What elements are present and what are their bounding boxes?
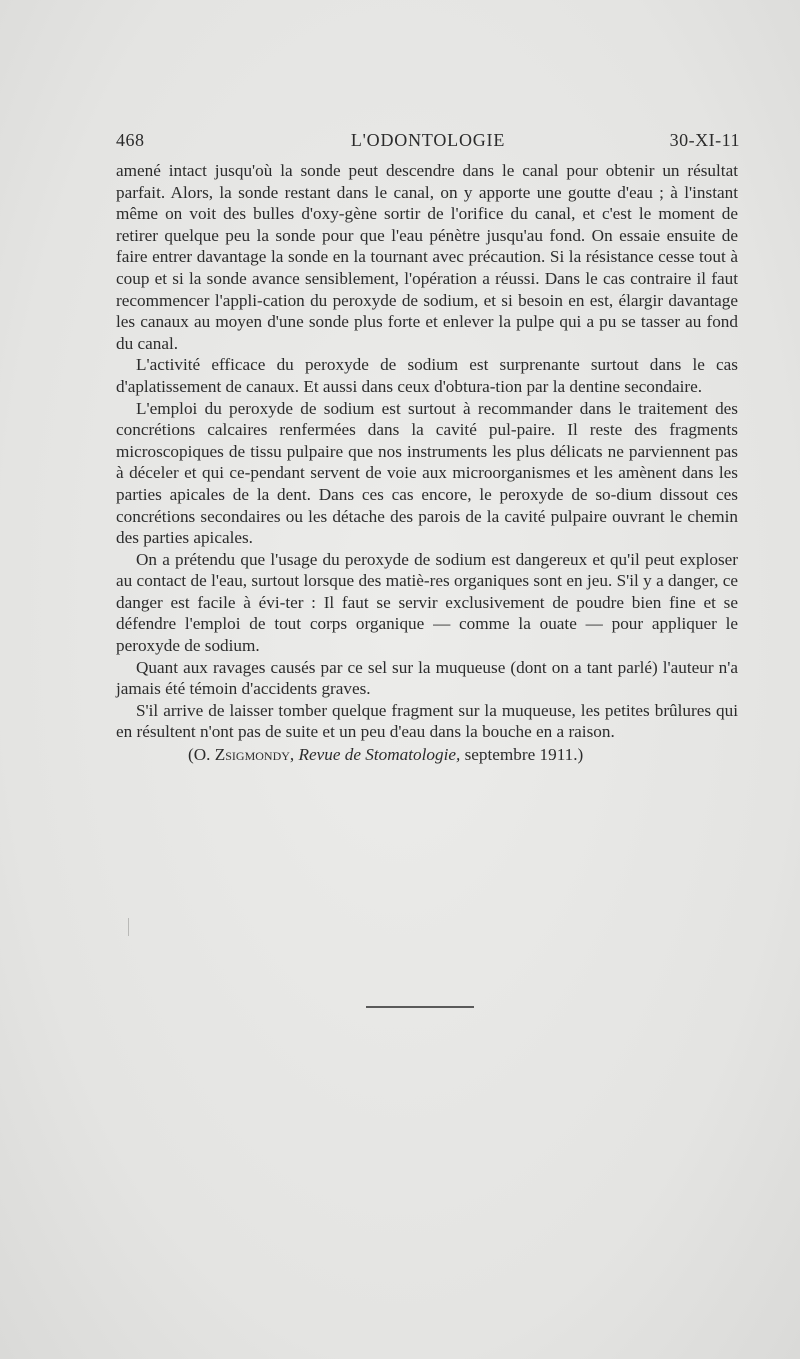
section-end-rule: [366, 1006, 474, 1008]
citation-journal: Revue de Stomatologie,: [298, 745, 461, 765]
citation-separator: ,: [289, 745, 299, 765]
paragraph: L'activité efficace du peroxyde de sodium est surprenante surtout dans le cas d'aplatissement de canaux. Et aussi dans ceux d'obtura-tion par la dentine secondaire.: [116, 355, 738, 396]
citation-date: septembre 1911.): [460, 745, 584, 765]
paragraph: Quant aux ravages causés par ce sel sur la muqueuse (dont on a tant parlé) l'auteur n'a jamais été témoin d'accidents graves.: [116, 657, 738, 699]
citation-author: Zsigmondy: [214, 745, 290, 765]
journal-title: L'ODONTOLOGIE: [350, 130, 506, 150]
article-body: [116, 160, 738, 766]
issue-date: 30-XI-11: [669, 130, 740, 150]
running-header: [116, 130, 740, 154]
source-citation: [116, 744, 738, 766]
paragraph-continuation: amené intact jusqu'où la sonde peut descendre dans le canal pour obtenir un résultat parfait. Alors, la sonde restant dans le canal, on y apporte une goutte d'eau ; à l'instant même on voit des bulles d'oxy-gène sortir de l'orifice du canal, et c'est le moment de retirer quelque peu la sonde pour que l'eau pénètre jusqu'au fond. On essaie ensuite de faire entrer davantage la sonde en la tournant avec précaution. Si la résistance cesse tout à coup et si la sonde avance sensiblement, l'opération a réussi. Dans le cas contraire il faut recommencer l'appli-cation du peroxyde de sodium, et si besoin en est, élargir davantage les canaux au moyen d'une sonde plus forte et enlever la pulpe qui a pu se tasser au fond du canal.: [116, 161, 738, 353]
page-number: 468: [116, 130, 145, 150]
paragraph: S'il arrive de laisser tomber quelque fragment sur la muqueuse, les petites brûlures qui en résultent n'ont pas de suite et un peu d'eau dans la bouche en a raison.: [116, 700, 738, 742]
paragraph: L'emploi du peroxyde de sodium est surtout à recommander dans le traitement des concrétions calcaires renfermées dans la cavité pul-paire. Il reste des fragments microscopiques de tissu pulpaire que nos instruments les plus délicats ne parviennent pas à déceler et qui ce-pendant servent de voie aux microorganismes et les amènent dans les parties apicales de la dent. Dans ces cas encore, le peroxyde de so-dium dissout ces concrétions secondaires ou les détache des parois de la cavité pulpaire ouvrant le chemin des parties apicales.: [116, 398, 738, 548]
citation-open: (O.: [188, 745, 215, 765]
scan-mark: [128, 918, 129, 936]
paragraph: On a prétendu que l'usage du peroxyde de sodium est dangereux et qu'il peut exploser au contact de l'eau, surtout lorsque des matiè-res organiques sont en jeu. S'il y a danger, ce danger est facile à évi-ter : Il faut se servir exclusivement de poudre bien fine et se défendre l'emploi de tout corps organique — comme la ouate — pour appliquer le peroxyde de sodium.: [116, 549, 738, 656]
